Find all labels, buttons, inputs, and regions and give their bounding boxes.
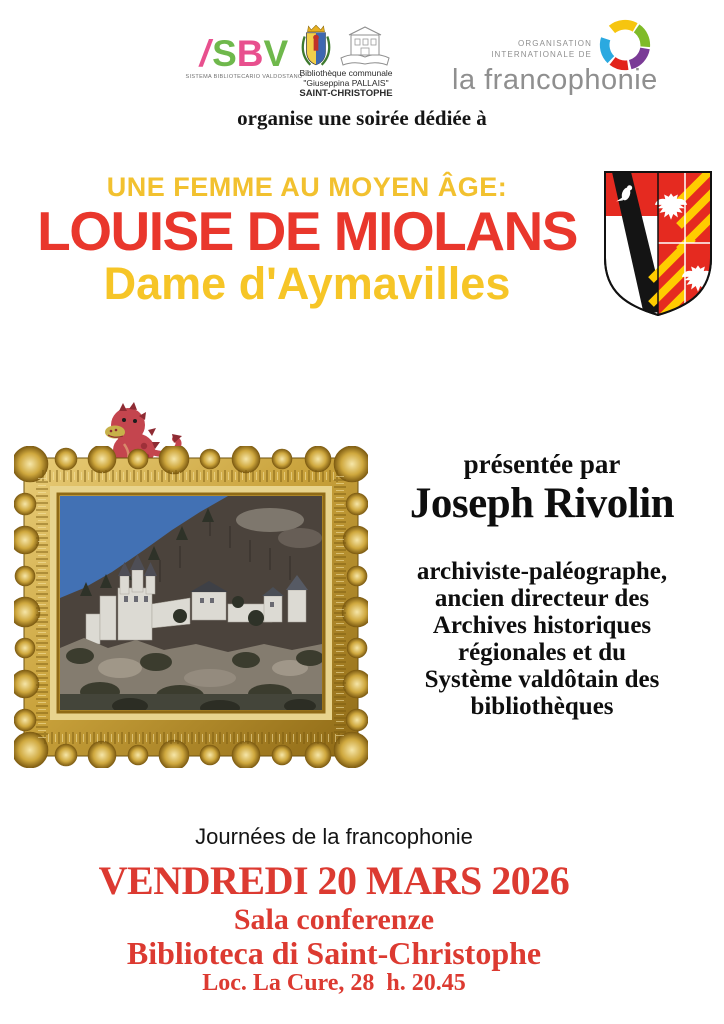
bio-line: ancien directeur des (434, 585, 650, 612)
intro-line: organise une soirée dédiée à (237, 106, 487, 130)
presenter-block (380, 448, 704, 720)
sbv-slash: / (199, 33, 211, 74)
oif-wordmark: la francophonie (452, 64, 658, 96)
oif-org-line2: INTERNATIONALE DE (491, 50, 592, 59)
commune-line1: Bibliothèque communale (299, 68, 393, 78)
sbv-wordmark: /SBV (199, 33, 289, 74)
sbv-tagline: SISTEMA BIBLIOTECARIO VALDOSTANO (185, 74, 303, 80)
bio-line: Archives historiques (432, 612, 652, 639)
bio-line: bibliothèques (470, 693, 614, 720)
commune-line2: "Giuseppina PALLAIS" (303, 78, 389, 88)
oif-org-lines (491, 38, 592, 60)
event-address-time: Loc. La Cure, 28 h. 20.45 (202, 970, 466, 996)
ornate-gold-frame (14, 446, 368, 768)
bio-line: régionales et du (457, 639, 627, 666)
title-main: LOUISE DE MIOLANS (37, 200, 577, 262)
commune-line3: SAINT-CHRISTOPHE (299, 88, 393, 99)
event-info-block (0, 824, 668, 997)
presenter-intro: présentée par (463, 449, 621, 479)
presenter-name: Joseph Rivolin (409, 480, 675, 527)
castle-photo (60, 496, 324, 716)
presenter-bio (380, 558, 704, 720)
event-series: Journées de la francophonie (195, 824, 473, 849)
title-subtitle: Dame d'Aymavilles (103, 258, 511, 309)
oif-org-line1: ORGANISATION (518, 39, 592, 48)
library-building-sketch-icon (337, 24, 393, 68)
oif-francophonie-logo (452, 14, 660, 106)
bio-line: archiviste-paléographe, (416, 558, 668, 585)
bio-line: Système valdôtain des (424, 666, 660, 693)
commune-crest-icon (299, 22, 333, 68)
event-date: VENDREDI 20 MARS 2026 (98, 858, 570, 903)
event-room: Sala conferenze (233, 903, 435, 936)
title-kicker: UNE FEMME AU MOYEN ÂGE: (106, 172, 508, 202)
event-venue: Biblioteca di Saint-Christophe (126, 935, 542, 971)
commune-library-logo (285, 20, 407, 99)
miolans-coat-of-arms-icon (599, 168, 717, 318)
title-block (0, 172, 614, 309)
